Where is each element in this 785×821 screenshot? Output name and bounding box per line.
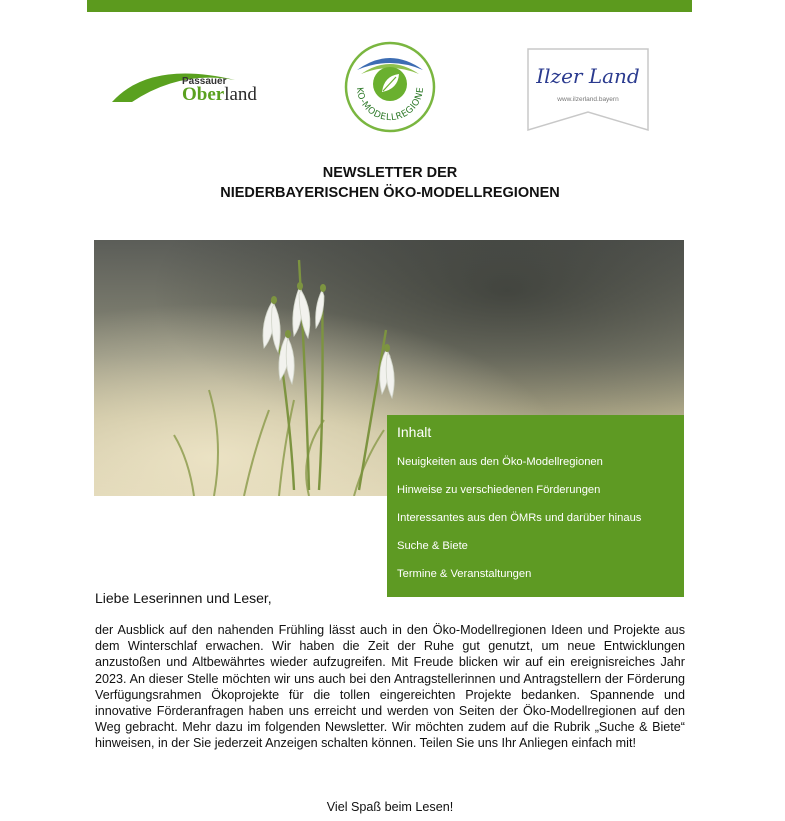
ilzer-banner-icon [527, 48, 649, 132]
title-line-1: NEWSLETTER DER [322, 165, 458, 181]
passauer-oberland-logo [110, 62, 260, 112]
inhalt-box [387, 415, 684, 597]
ilzer-land-logo [527, 48, 649, 132]
oeko-ring-text: KO-MODELLREGIONE [353, 86, 427, 124]
inhalt-heading: Inhalt [397, 424, 432, 440]
body-paragraph: der Ausblick auf den nahenden Frühling lässt auch in den Öko-Modellregionen Ideen und Projekte aus dem Winterschlaf erwachen. Wir haben die Zeit der Ruhe gut genutzt, um neue Entwicklungen anzustoßen und Altbewährtes wieder aufzugreifen. Mit Freude blicken wir auf ein ereignisreiches Jahr 2023. An dieser Stelle möchten wir uns auch bei den Antragstellerinnen und Antragstellern der Förderung Verfügungsrahmen Ökoprojekte für die tollen eingereichten Projekte bedanken. Spannende und innovative Förderanfragen haben uns erreicht und werden von Seiten der Öko-Modellregionen auf den Weg gebracht. Mehr dazu im folgenden Newsletter. Wir möchten zudem auf die Rubrik „Suche & Biete“ hinweisen, in der Sie jederzeit Anzeigen schalten können. Teilen Sie uns Ihr Anliegen einfach mit! [95, 623, 685, 751]
top-green-bar [87, 0, 692, 12]
oberland-logo-big-text [182, 84, 257, 106]
ilzer-logo-title: Ilzer Land [536, 64, 640, 88]
inhalt-item-interessantes[interactable]: Interessantes aus den ÖMRs und darüber hinaus [397, 512, 642, 524]
oberland-logo-rest: land [224, 84, 257, 105]
oeko-modellregionen-logo [343, 40, 437, 134]
inhalt-item-termine[interactable]: Termine & Veranstaltungen [397, 568, 532, 580]
title-line-2: NIEDERBAYERISCHEN ÖKO-MODELLREGIONEN [220, 185, 560, 201]
signoff: Viel Spaß beim Lesen! [326, 800, 454, 814]
inhalt-item-suche-biete[interactable]: Suche & Biete [397, 540, 468, 552]
oberland-logo-small-text: Passauer [182, 76, 227, 87]
inhalt-item-neuigkeiten[interactable]: Neuigkeiten aus den Öko-Modellregionen [397, 456, 603, 468]
newsletter-title [95, 163, 685, 203]
oberland-logo-bold: Ober [182, 84, 225, 105]
ilzer-logo-url: www.ilzerland.bayern [557, 96, 619, 103]
inhalt-list [397, 455, 641, 595]
inhalt-item-foerderungen[interactable]: Hinweise zu verschiedenen Förderungen [397, 484, 601, 496]
greeting: Liebe Leserinnen und Leser, [95, 590, 272, 606]
